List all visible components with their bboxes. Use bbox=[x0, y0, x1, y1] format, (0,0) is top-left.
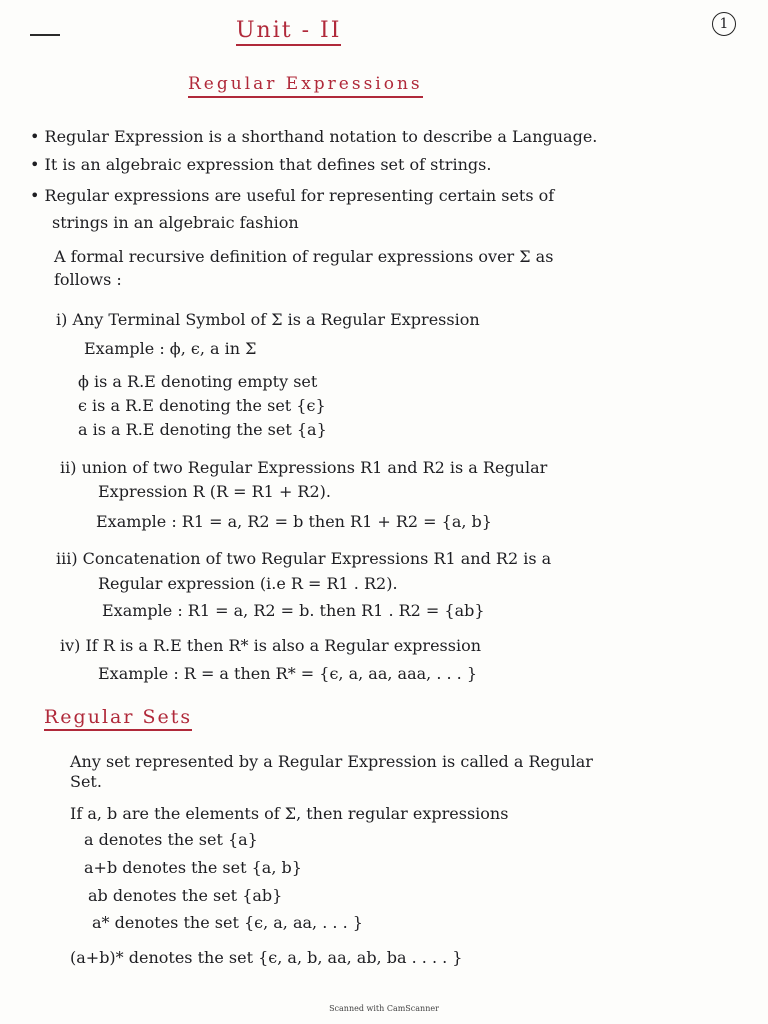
unit-title: Unit - II bbox=[236, 18, 341, 46]
note-line: a denotes the set {a} bbox=[84, 830, 258, 849]
note-line: A formal recursive definition of regular expressions over Σ as bbox=[54, 247, 554, 266]
note-line: ii) union of two Regular Expressions R1 and R2 is a Regular bbox=[60, 458, 548, 477]
note-line: Example : ϕ, ϵ, a in Σ bbox=[84, 339, 257, 358]
topic-title: Regular Expressions bbox=[188, 74, 423, 98]
note-line: ϕ is a R.E denoting empty set bbox=[78, 372, 318, 391]
note-line: ab denotes the set {ab} bbox=[88, 886, 283, 905]
corner-dash bbox=[30, 34, 60, 36]
page-number: 1 bbox=[712, 12, 736, 36]
note-line: • Regular expressions are useful for representing certain sets of bbox=[30, 186, 555, 205]
note-line: Set. bbox=[70, 772, 102, 791]
scan-footer: Scanned with CamScanner bbox=[329, 1004, 439, 1013]
note-line: Any set represented by a Regular Expression is called a Regular bbox=[70, 752, 593, 771]
regular-sets-heading: Regular Sets bbox=[44, 706, 192, 731]
note-line: Example : R = a then R* = {ϵ, a, aa, aaa, . . . } bbox=[98, 664, 478, 683]
note-line: ϵ is a R.E denoting the set {ϵ} bbox=[78, 396, 326, 415]
note-line: a* denotes the set {ϵ, a, aa, . . . } bbox=[92, 913, 363, 932]
note-line: iii) Concatenation of two Regular Expressions R1 and R2 is a bbox=[56, 549, 552, 568]
note-line: Regular expression (i.e R = R1 . R2). bbox=[98, 574, 398, 593]
note-line: • It is an algebraic expression that defines set of strings. bbox=[30, 155, 492, 174]
note-line: Expression R (R = R1 + R2). bbox=[98, 482, 331, 501]
note-line: Example : R1 = a, R2 = b then R1 + R2 = {a, b} bbox=[96, 512, 492, 531]
note-line: strings in an algebraic fashion bbox=[52, 213, 299, 232]
note-line: Example : R1 = a, R2 = b. then R1 . R2 = {ab} bbox=[102, 601, 485, 620]
note-line: iv) If R is a R.E then R* is also a Regular expression bbox=[60, 636, 482, 655]
note-line: a+b denotes the set {a, b} bbox=[84, 858, 302, 877]
note-line: i) Any Terminal Symbol of Σ is a Regular Expression bbox=[56, 310, 480, 329]
note-line: follows : bbox=[54, 270, 122, 289]
note-line: • Regular Expression is a shorthand notation to describe a Language. bbox=[30, 127, 598, 146]
note-line: (a+b)* denotes the set {ϵ, a, b, aa, ab, ba . . . . } bbox=[70, 948, 463, 967]
note-line: If a, b are the elements of Σ, then regular expressions bbox=[70, 804, 509, 823]
note-line: a is a R.E denoting the set {a} bbox=[78, 420, 327, 439]
